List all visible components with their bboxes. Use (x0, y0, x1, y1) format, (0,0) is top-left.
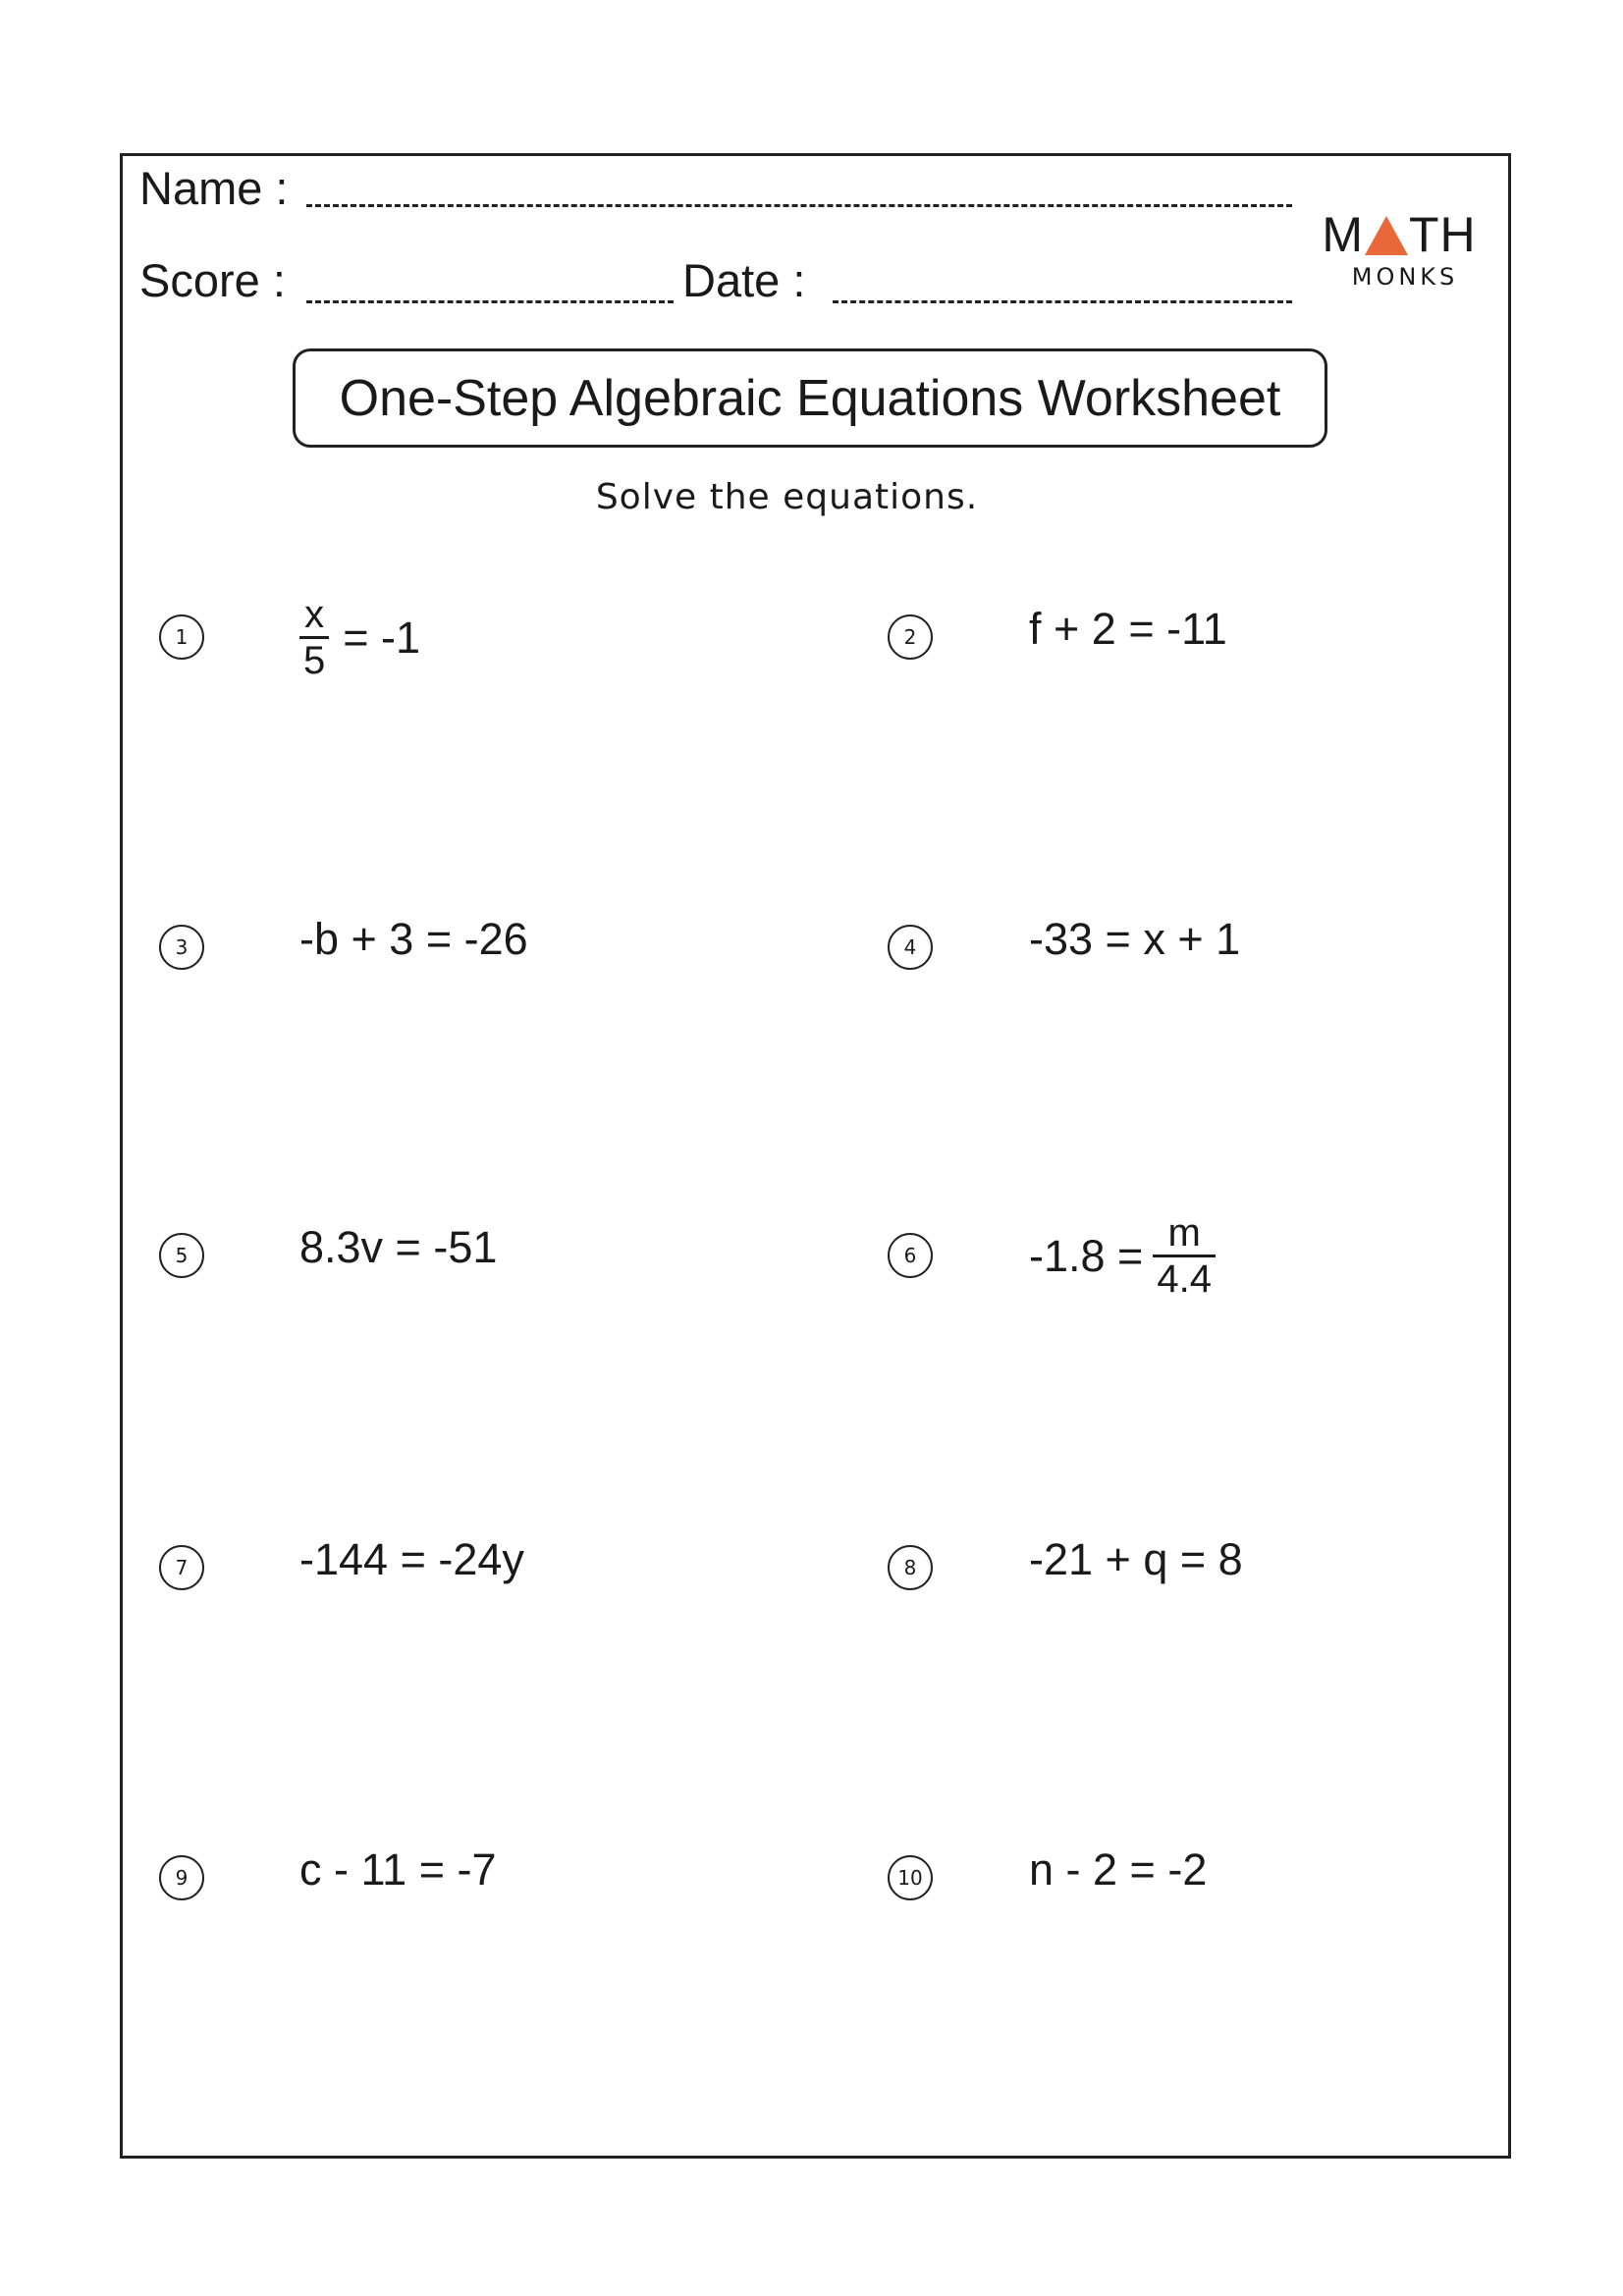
fraction-denominator: 5 (299, 636, 329, 680)
instructions: Solve the equations. (595, 477, 979, 517)
problem-number-circle: 3 (159, 925, 204, 970)
problem-number-circle: 8 (888, 1545, 933, 1590)
problem-equation (1029, 1213, 1216, 1299)
problem-number-circle: 10 (888, 1855, 933, 1900)
equation-fraction (299, 595, 329, 680)
problem-equation (299, 1844, 497, 1895)
equation-fraction (1153, 1213, 1216, 1299)
problem-equation (1029, 1534, 1243, 1584)
fraction-denominator: 4.4 (1153, 1255, 1216, 1299)
title-box (293, 348, 1327, 448)
problem-number-circle: 7 (159, 1545, 204, 1590)
problem-equation (1029, 604, 1227, 654)
equation-text: -1.8 = (1029, 1231, 1144, 1281)
logo-letter-m: M (1322, 207, 1364, 262)
problem-number-circle: 5 (159, 1233, 204, 1278)
logo-subtitle: MONKS (1351, 263, 1459, 291)
equation-text: c - 11 = -7 (299, 1844, 497, 1895)
name-label: Name : (139, 162, 289, 214)
equation-text: -33 = x + 1 (1029, 914, 1241, 964)
name-input-line[interactable] (306, 204, 1292, 207)
equation-text: -21 + q = 8 (1029, 1534, 1243, 1584)
math-monks-logo (1314, 207, 1485, 291)
problem-number-circle: 2 (888, 614, 933, 660)
logo-wordmark (1314, 207, 1485, 262)
problem-number-circle: 6 (888, 1233, 933, 1278)
problem-equation (299, 1222, 498, 1272)
problem-number-circle: 1 (159, 614, 204, 660)
worksheet-title: One-Step Algebraic Equations Worksheet (339, 369, 1281, 427)
equation-text: 8.3v = -51 (299, 1222, 498, 1272)
equation-text: = -1 (343, 613, 421, 663)
problem-equation (299, 914, 528, 964)
date-label: Date : (682, 254, 806, 306)
fraction-numerator: m (1167, 1211, 1201, 1255)
fraction-numerator: x (304, 593, 325, 636)
problem-number-circle: 4 (888, 925, 933, 970)
logo-letters-th: TH (1409, 207, 1477, 262)
equation-text: f + 2 = -11 (1029, 604, 1227, 654)
problem-equation (299, 1534, 524, 1584)
problem-equation (1029, 1844, 1208, 1895)
score-input-line[interactable] (306, 300, 674, 303)
date-input-line[interactable] (833, 300, 1292, 303)
problem-equation (299, 595, 420, 680)
equation-text: -b + 3 = -26 (299, 914, 528, 964)
problem-equation (1029, 914, 1241, 964)
logo-triangle-icon (1365, 216, 1408, 255)
equation-text: n - 2 = -2 (1029, 1844, 1208, 1895)
equation-text: -144 = -24y (299, 1534, 524, 1584)
problem-number-circle: 9 (159, 1855, 204, 1900)
score-label: Score : (139, 254, 286, 306)
